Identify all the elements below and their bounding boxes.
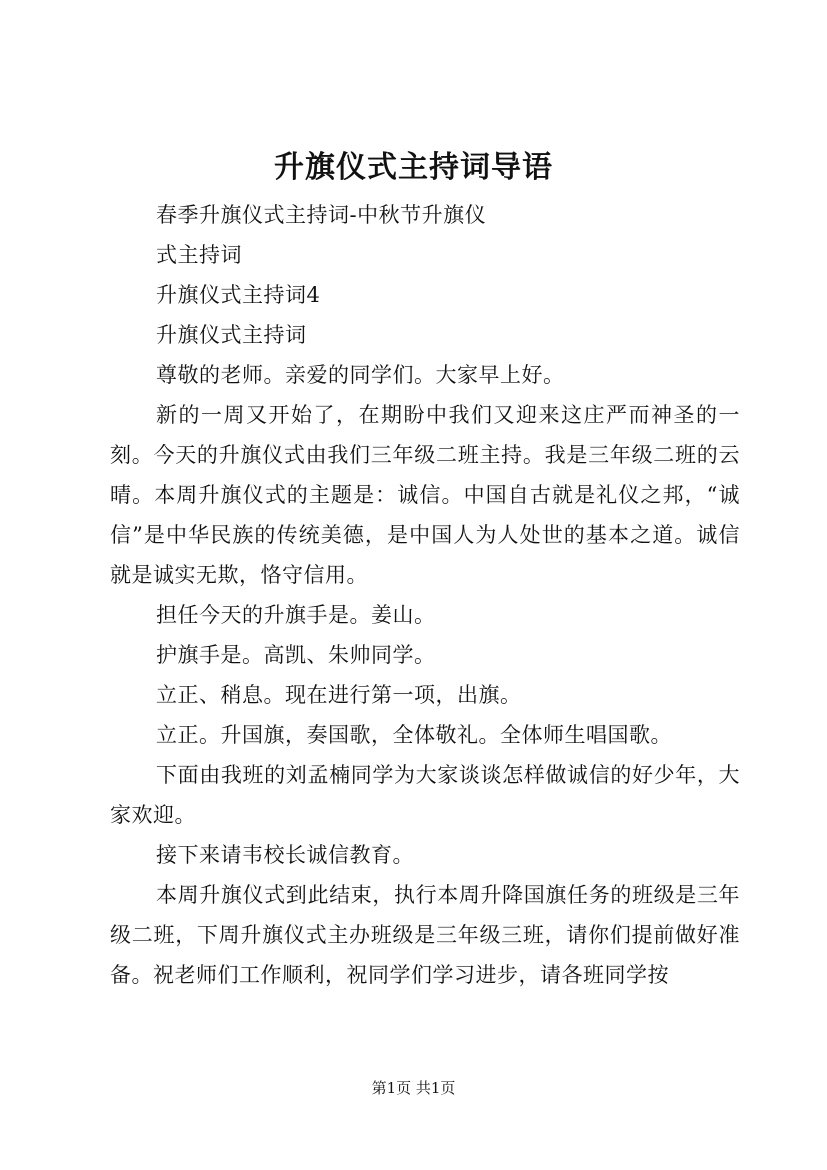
paragraph: 本周升旗仪式到此结束，执行本周升降国旗任务的班级是三年级二班，下周升旗仪式主办班级是三年级三班，请你们提前做好准备。祝老师们工作顺利，祝同学们学习进步，请各班同学按	[110, 883, 740, 987]
paragraph: 立正。升国旗，奏国歌，全体敬礼。全体师生唱国歌。	[156, 723, 672, 747]
document-body	[110, 195, 740, 995]
paragraph: 护旗手是。高凯、朱帅同学。	[156, 643, 436, 667]
paragraph: 式主持词	[156, 243, 242, 267]
paragraph: 下面由我班的刘孟楠同学为大家谈谈怎样做诚信的好少年，大家欢迎。	[110, 763, 740, 827]
paragraph: 升旗仪式主持词	[156, 323, 307, 347]
paragraph: 立正、稍息。现在进行第一项，出旗。	[156, 683, 522, 707]
document-title: 升旗仪式主持词导语	[274, 150, 553, 185]
page-number-footer: 第1页 共1页	[371, 1079, 456, 1097]
paragraph: 新的一周又开始了，在期盼中我们又迎来这庄严而神圣的一刻。今天的升旗仪式由我们三年级二班主持。我是三年级二班的云晴。本周升旗仪式的主题是：诚信。中国自古就是礼仪之邦，“诚信”是中华民族的传统美德，是中国人为人处世的基本之道。诚信就是诚实无欺，恪守信用。	[110, 403, 740, 587]
paragraph: 升旗仪式主持词4	[156, 283, 321, 307]
paragraph: 接下来请韦校长诚信教育。	[156, 843, 414, 867]
paragraph: 担任今天的升旗手是。姜山。	[156, 603, 436, 627]
paragraph: 春季升旗仪式主持词-中秋节升旗仪	[156, 203, 487, 227]
paragraph: 尊敬的老师。亲爱的同学们。大家早上好。	[156, 363, 565, 387]
